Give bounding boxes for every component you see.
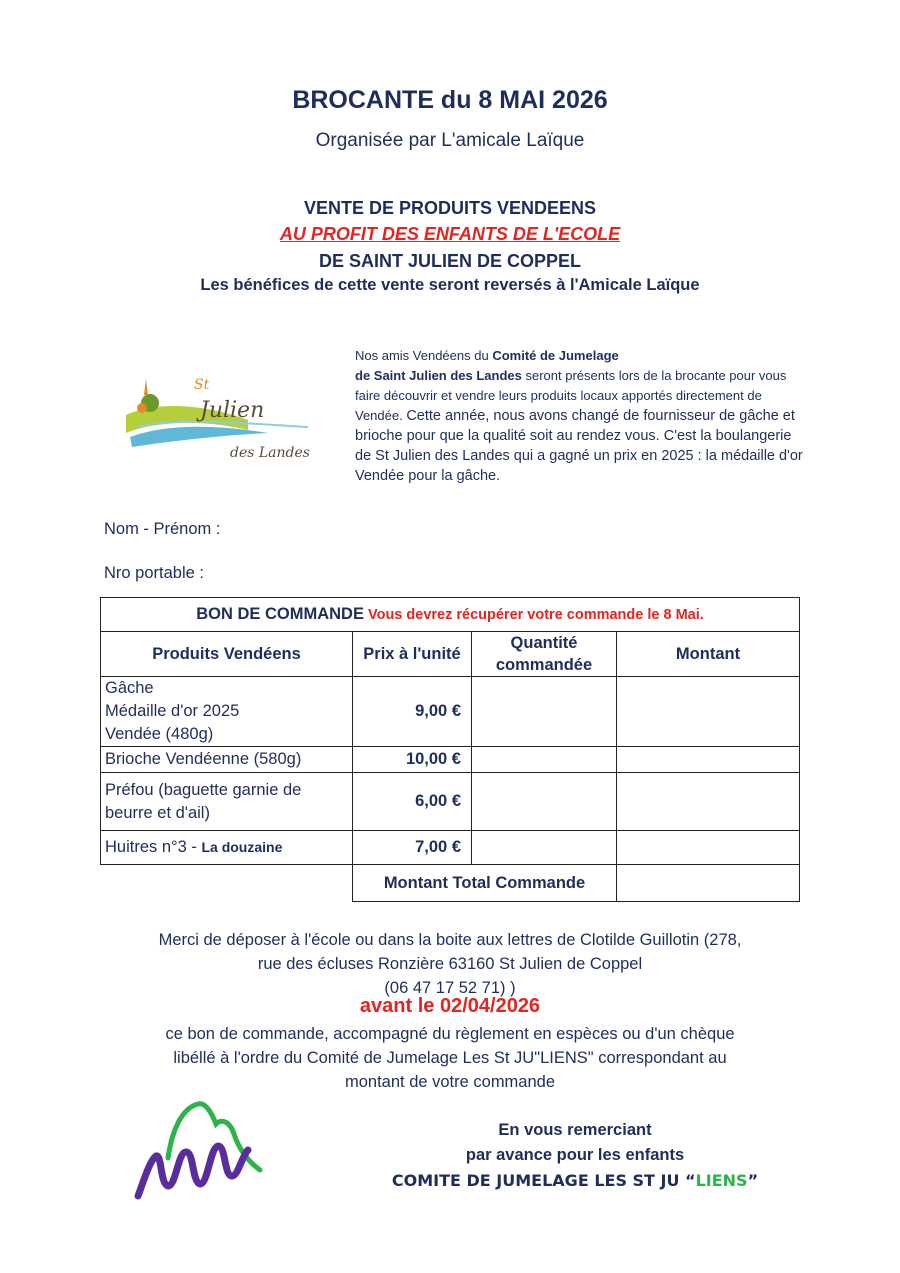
liens-logo <box>130 1100 265 1205</box>
pickup-notice: Vous devrez récupérer votre commande le 8 Mai. <box>363 607 704 623</box>
product-name: Brioche Vendéenne (580g) <box>105 750 302 768</box>
column-header-amount: Montant <box>617 632 800 677</box>
comite-signature <box>392 1171 758 1190</box>
heading-benefices: Les bénéfices de cette vente seront reversés à l'Amicale Laïque <box>200 276 700 294</box>
heading-school: DE SAINT JULIEN DE COPPEL <box>318 251 582 271</box>
total-label: Montant Total Commande <box>353 865 617 902</box>
logo-steeple <box>144 379 148 395</box>
amount-cell[interactable] <box>617 677 800 747</box>
product-name: Vendée (480g) <box>105 725 214 743</box>
instructions-line: rue des écluses Ronzière 63160 St Julien de Coppel <box>257 955 643 973</box>
total-row <box>101 865 800 902</box>
intro-text-1: Nos amis Vendéens du <box>355 348 493 363</box>
price-cell: 9,00 € <box>353 677 472 747</box>
order-table-title <box>101 598 800 632</box>
empty-cell <box>101 865 353 902</box>
price-cell: 10,00 € <box>353 747 472 773</box>
table-row <box>101 677 800 747</box>
column-header-quantity: Quantité commandée <box>472 632 617 677</box>
quantity-cell[interactable] <box>472 677 617 747</box>
instructions <box>0 928 900 1000</box>
closing <box>350 1118 800 1194</box>
comite-prefix: COMITE DE JUMELAGE LES ST JU “ <box>391 1171 696 1190</box>
heading-profit <box>0 224 900 245</box>
total-amount-cell[interactable] <box>617 865 800 902</box>
intro-saint-julien: de Saint Julien des Landes <box>355 368 522 383</box>
product-unit: La douzaine <box>201 839 283 855</box>
instructions-phone: (06 47 17 52 71) ) <box>384 979 516 997</box>
page-subtitle: Organisée par L'amicale Laïque <box>315 130 585 151</box>
page-title: BROCANTE du 8 MAI 2026 <box>292 86 608 114</box>
instructions-line: Merci de déposer à l'école ou dans la boite aux lettres de Clotilde Guillotin (278, <box>158 931 742 949</box>
price-cell: 7,00 € <box>353 831 472 865</box>
heading-profit-text: AU PROFIT DES ENFANTS DE L'ECOLE <box>279 224 621 244</box>
product-name: Huitres n°3 - <box>105 838 202 856</box>
amount-cell[interactable] <box>617 831 800 865</box>
comite-liens: LIENS <box>695 1171 748 1190</box>
intro-paragraph <box>355 346 805 486</box>
deadline: avant le 02/04/2026 <box>359 995 541 1017</box>
nom-prenom-label: Nom - Prénom : <box>104 520 221 538</box>
intro-text-2: seront présents lors de la brocante pour vous faire découvrir et vendre leurs produits locaux apportés directement de Vendée. <box>355 368 787 423</box>
logo-house <box>137 403 147 413</box>
quantity-cell[interactable] <box>472 773 617 831</box>
column-header-product: Produits Vendéens <box>101 632 353 677</box>
bon-de-commande-label: BON DE COMMANDE <box>196 605 364 623</box>
intro-text-3: Cette année, nous avons changé de fournisseur de gâche et brioche pour que la qualité soit au rendez vous. C'est la boulangerie de St Julien des Landes qui a gagné un prix en 2025 : la médaille d'or Vendée pour la gâche. <box>355 408 803 484</box>
logo-des-landes-text: des Landes <box>230 445 310 461</box>
order-table-title-row <box>101 598 800 632</box>
product-name: beurre et d'ail) <box>105 803 210 822</box>
comite-suffix: ” <box>747 1171 759 1190</box>
heading-vente: VENTE DE PRODUITS VENDEENS <box>303 198 597 218</box>
conditions-line: montant de votre commande <box>344 1073 556 1091</box>
amount-cell[interactable] <box>617 747 800 773</box>
quantity-cell[interactable] <box>472 831 617 865</box>
logo-purple-wave <box>138 1146 248 1196</box>
price-cell: 6,00 € <box>353 773 472 831</box>
closing-line: En vous remerciant <box>498 1121 652 1139</box>
product-name: Médaille d'or 2025 <box>105 702 240 720</box>
product-cell <box>101 747 353 773</box>
closing-line: par avance pour les enfants <box>465 1146 685 1164</box>
conditions-line: libéllé à l'ordre du Comité de Jumelage Les St JU"LIENS" correspondant au <box>173 1049 727 1067</box>
table-row <box>101 773 800 831</box>
logo-julien-text: Julien <box>200 398 265 423</box>
portable-label: Nro portable : <box>104 564 204 582</box>
amount-cell[interactable] <box>617 773 800 831</box>
order-table-header-row <box>101 632 800 677</box>
table-row <box>101 831 800 865</box>
payment-conditions <box>0 1022 900 1094</box>
quantity-cell[interactable] <box>472 747 617 773</box>
product-cell <box>101 773 353 831</box>
conditions-line: ce bon de commande, accompagné du règlement en espèces ou d'un chèque <box>165 1025 735 1043</box>
column-header-price: Prix à l'unité <box>353 632 472 677</box>
product-cell <box>101 677 353 747</box>
product-cell <box>101 831 353 865</box>
intro-comite: Comité de Jumelage <box>492 348 619 363</box>
product-name: Préfou (baguette garnie de <box>105 780 302 799</box>
product-name: Gâche <box>105 679 154 697</box>
logo-st-text: St <box>194 377 210 393</box>
st-julien-des-landes-logo <box>118 365 318 465</box>
order-table <box>100 597 800 902</box>
table-row <box>101 747 800 773</box>
